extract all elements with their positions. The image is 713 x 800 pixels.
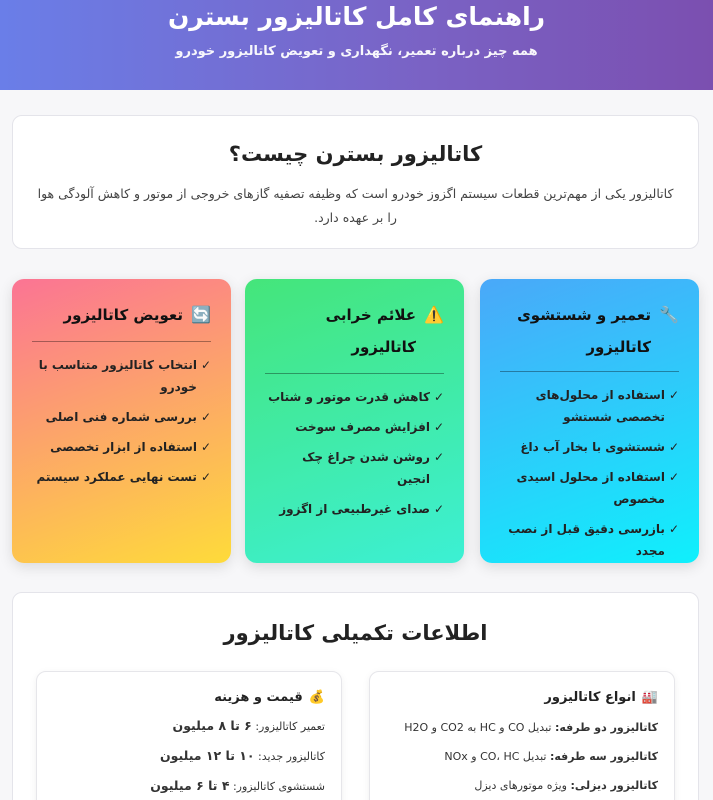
type-row: کاتالیزور دیزلی: ویژه موتورهای دیزل [474, 779, 658, 792]
list-item: ✓ افزایش مصرف سوخت [265, 416, 444, 438]
type-row: کاتالیزور دو طرفه: تبدیل CO و HC به CO2 و H2O [404, 721, 658, 734]
check-icon: ✓ [668, 388, 679, 402]
check-icon: ✓ [668, 440, 679, 454]
check-icon: ✓ [433, 390, 444, 404]
check-icon: ✓ [200, 358, 211, 372]
signs-list [265, 386, 444, 520]
list-item: ✓ کاهش قدرت موتور و شتاب [265, 386, 444, 408]
check-icon: ✓ [433, 450, 444, 464]
list-item: ✓ شستشوی با بخار آب داغ [500, 436, 679, 458]
factory-icon: 🏭 [641, 690, 658, 705]
check-icon: ✓ [668, 522, 679, 536]
price-box [36, 671, 342, 800]
price-title: 💰 قیمت و هزینه [214, 690, 325, 705]
price-row: کاتالیزور جدید: ۱۰ تا ۱۲ میلیون [159, 748, 325, 763]
types-title: 🏭 انواع کاتالیزور [544, 690, 658, 705]
list-item: ✓ صدای غیرطبیعی از اگزوز [265, 498, 444, 520]
extra-info-section [12, 592, 699, 800]
check-icon: ✓ [200, 440, 211, 454]
list-item: ✓ استفاده از ابزار تخصصی [32, 436, 211, 458]
replacement-card [12, 279, 231, 563]
warning-icon: ⚠️ [424, 305, 444, 324]
type-row: کاتالیزور سه طرفه: تبدیل CO، HC و NOx [444, 750, 658, 763]
failure-signs-card [245, 279, 464, 563]
replace-card-title: 🔄 تعویض کاتالیزور [32, 299, 211, 342]
intro-text: کاتالیزور یکی از مهم‌ترین قطعات سیستم اگزوز خودرو است که وظیفه تصفیه گازهای خروجی از موتور و کاهش آلودگی هوا را بر عهده دارد. [37, 186, 674, 225]
price-row: تعمیر کاتالیزور: ۶ تا ۸ میلیون [172, 718, 325, 733]
repair-card [480, 279, 699, 563]
list-item: ✓ روشن شدن چراغ چک انجین [265, 446, 444, 490]
price-row: شستشوی کاتالیزور: ۴ تا ۶ میلیون [150, 778, 325, 793]
wrench-icon: 🔧 [659, 305, 679, 324]
catalyst-types-box [369, 671, 675, 800]
intro-title: کاتالیزور بسترن چیست؟ [228, 142, 483, 166]
page-subtitle: همه چیز درباره تعمیر، نگهداری و تعویض کاتالیزور خودرو [175, 44, 538, 59]
refresh-icon: 🔄 [191, 305, 211, 324]
money-bag-icon: 💰 [308, 690, 325, 705]
list-item: ✓ استفاده از محلول‌های تخصصی شستشو [500, 384, 679, 428]
page-title: راهنمای کامل کاتالیزور بسترن [167, 2, 546, 31]
extra-info-title: اطلاعات تکمیلی کاتالیزور [223, 621, 488, 645]
list-item: ✓ انتخاب کاتالیزور متناسب با خودرو [32, 354, 211, 398]
repair-list [500, 384, 679, 562]
list-item: ✓ بازرسی دقیق قبل از نصب مجدد [500, 518, 679, 562]
list-item: ✓ استفاده از محلول اسیدی مخصوص [500, 466, 679, 510]
intro-section [12, 115, 699, 249]
check-icon: ✓ [200, 410, 211, 424]
signs-card-title: ⚠️ علائم خرابی کاتالیزور [265, 299, 444, 374]
check-icon: ✓ [433, 502, 444, 516]
list-item: ✓ تست نهایی عملکرد سیستم [32, 466, 211, 488]
hero-header [0, 0, 713, 90]
check-icon: ✓ [668, 470, 679, 484]
check-icon: ✓ [200, 470, 211, 484]
list-item: ✓ بررسی شماره فنی اصلی [32, 406, 211, 428]
repair-card-title: 🔧 تعمیر و شستشوی کاتالیزور [500, 299, 679, 372]
replace-list [32, 354, 211, 488]
check-icon: ✓ [433, 420, 444, 434]
